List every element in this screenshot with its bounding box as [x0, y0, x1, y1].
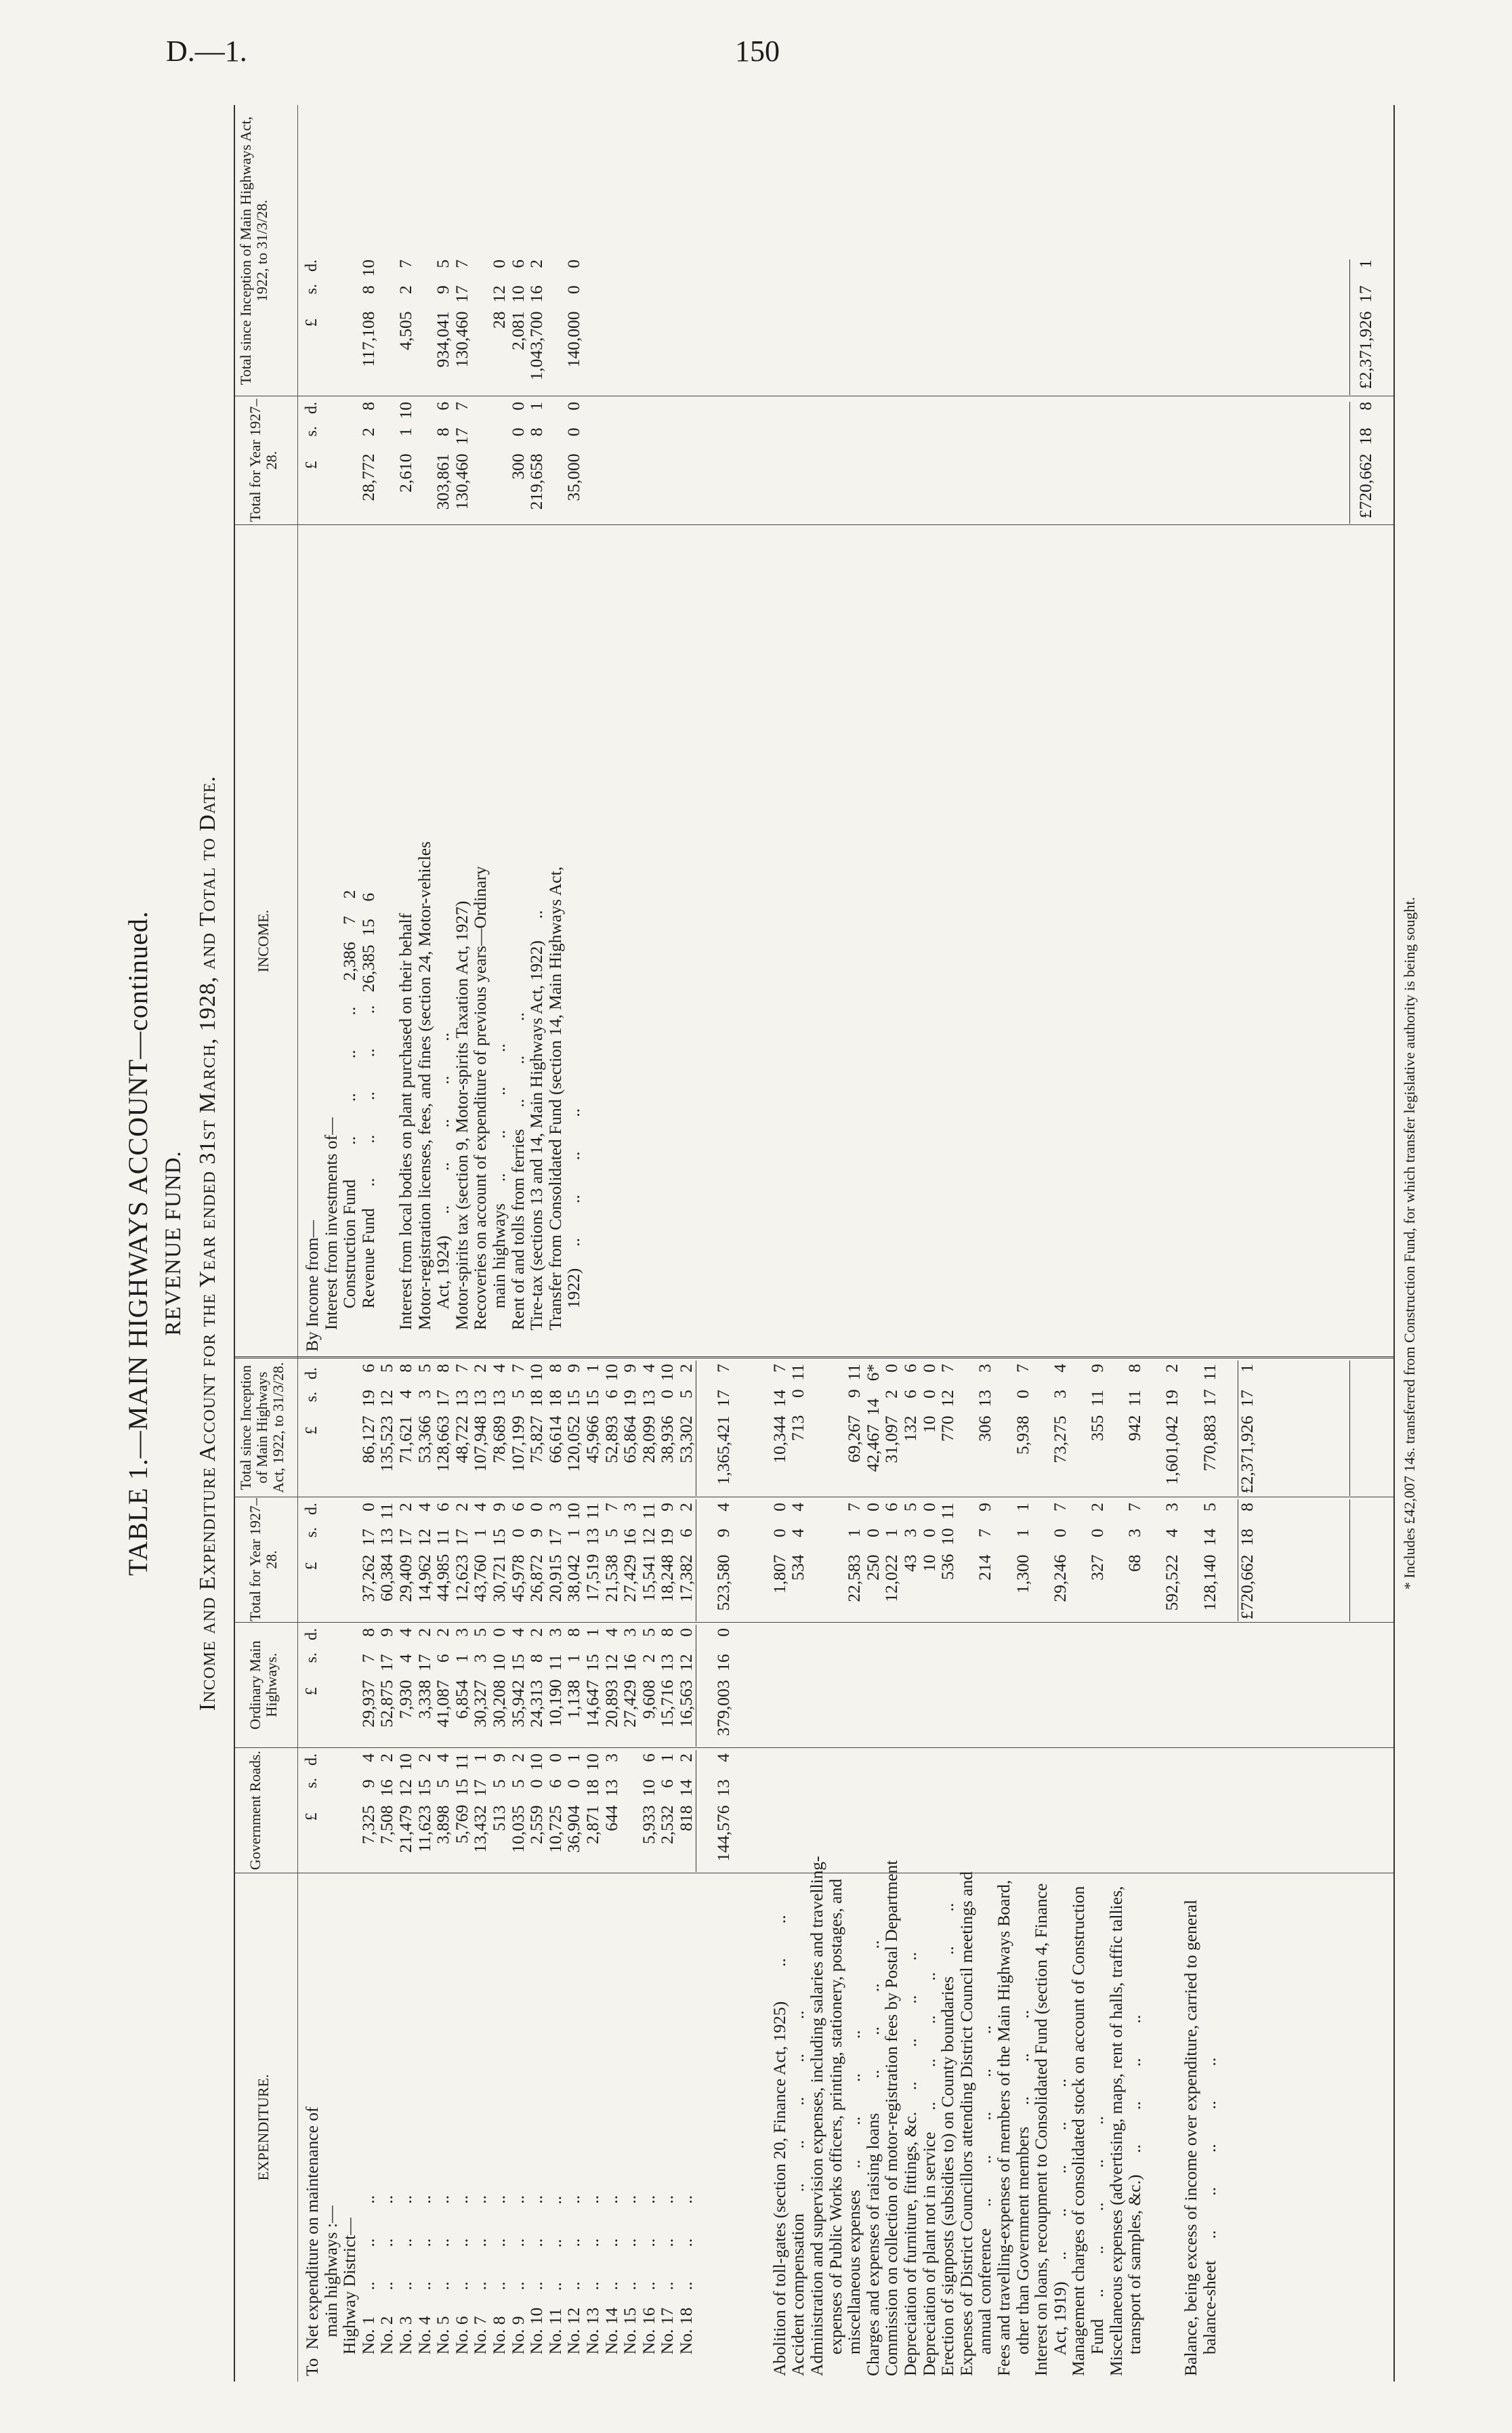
- year-exp-value: 29,409 17 2: [395, 1503, 415, 1602]
- year-exp-value: 29,246 0 7: [1049, 1503, 1070, 1602]
- lsd-inc-year: £ s. d.: [303, 402, 320, 470]
- exp-line: Expenses of District Councillors attending District Council meetings and: [956, 1871, 976, 2376]
- expenditure-header: EXPENDITURE.: [255, 2074, 272, 2181]
- exp-line: No. 14 .. .. ..: [601, 2195, 621, 2376]
- since-exp-value: 128,663 17 8: [433, 1364, 453, 1472]
- since-exp-value: [695, 1364, 714, 1496]
- gov-value: 2,871 18 10: [582, 1753, 602, 1844]
- income-items: [303, 532, 583, 1352]
- ordinary-values: [303, 1628, 733, 1747]
- gov-value: 13,432 17 1: [470, 1753, 490, 1853]
- exp-line: No. 5 .. .. ..: [433, 2195, 453, 2376]
- income-total-since-header: Total since Inception of Main Highways Act, 1922, to 31/3/28.: [237, 116, 270, 386]
- since-exp-value: [751, 1364, 770, 1496]
- year-exp-value: 44,985 11 6: [433, 1503, 453, 1602]
- income-line: Recoveries on account of expenditure of previous years—Ordinary: [470, 866, 490, 1352]
- ord-value: 35,942 15 4: [507, 1628, 528, 1728]
- gov-value: 644 13 3: [601, 1753, 621, 1831]
- year-exp-value: [1181, 1503, 1200, 1621]
- exp-line: [1144, 1875, 1163, 2376]
- page-reference: D.—1.: [166, 35, 247, 68]
- exp-line: Balance, being excess of income over expenditure, carried to general: [1180, 1899, 1200, 2376]
- since-inc-value: [303, 259, 322, 395]
- since-inc-value: 934,041 9 5: [433, 259, 453, 368]
- income-line: Act, 1924) .. .. .. .. ..: [433, 1032, 453, 1352]
- year-exp-value: [1069, 1503, 1088, 1621]
- exp-line: No. 18 .. .. ..: [675, 2195, 696, 2376]
- exp-line: No. 11 .. .. ..: [545, 2195, 565, 2376]
- lsd-inc-since: £ s. d.: [303, 259, 320, 327]
- ord-value: 9,608 2 5: [638, 1628, 658, 1719]
- gov-value: 7,508 16 2: [377, 1753, 397, 1844]
- since-exp-value: 42,467 14 6*: [862, 1364, 883, 1472]
- since-exp-value: [733, 1364, 752, 1496]
- year-exp-value: [826, 1503, 845, 1621]
- since-exp-value: 5,938 0 7: [1012, 1364, 1032, 1455]
- since-exp-value: 942 11 8: [1125, 1364, 1145, 1441]
- gov-value: 5,769 15 11: [451, 1753, 471, 1844]
- gov-value: 3,898 5 4: [433, 1753, 453, 1844]
- since-exp-value: 73,275 3 4: [1049, 1364, 1070, 1463]
- gov-value: 36,904 0 1: [564, 1753, 584, 1853]
- footnote: * Includes £42,007 14s. transferred from Construction Fund, for which transfer legislative authority is being sought.: [1401, 896, 1418, 1590]
- year-inc-value: 219,658 8 1: [526, 402, 547, 510]
- exp-line: No. 4 .. .. ..: [414, 2195, 434, 2376]
- year-exp-value: [957, 1503, 976, 1621]
- gov-value: 513 5 9: [488, 1753, 509, 1831]
- ord-value: 1,138 1 8: [564, 1628, 584, 1719]
- since-exp-value: 69,267 9 11: [844, 1364, 864, 1463]
- since-exp-value: 10 0 0: [919, 1364, 939, 1433]
- year-inc-value: 2,610 1 10: [395, 402, 415, 493]
- gov-value: 2,559 0 10: [526, 1753, 547, 1844]
- income-total-year-header: Total for Year 1927–28.: [247, 398, 280, 522]
- since-exp-value: 107,948 13 2: [470, 1364, 490, 1472]
- since-exp-value: 1,601,042 19 2: [1162, 1364, 1182, 1485]
- since-exp-value: 65,864 19 9: [620, 1364, 640, 1463]
- year-exp-value: £720,662 18 8: [1236, 1503, 1257, 1620]
- exp-line: Accident compensation .. .. .. .. ..: [788, 2010, 808, 2376]
- income-line: main highways .. .. .. ..: [488, 1043, 509, 1352]
- gov-value: [621, 1753, 639, 1872]
- ord-value: 27,429 16 3: [620, 1628, 640, 1728]
- ord-value: 20,893 12 4: [601, 1628, 621, 1728]
- exp-line: [733, 1875, 752, 2376]
- income-line: Interest from investments of—: [320, 1117, 341, 1352]
- page-number: 150: [735, 35, 780, 68]
- since-inc-value: 130,460 17 7: [451, 259, 471, 368]
- exp-line: [751, 1875, 770, 2376]
- year-exp-value: 1,807 0 0: [769, 1503, 789, 1594]
- lsd-ord: £ s. d.: [303, 1628, 320, 1696]
- gov-roads-header: Government Roads.: [247, 1751, 264, 1870]
- year-exp-value: [733, 1503, 752, 1621]
- since-exp-value: 355 11 9: [1087, 1364, 1107, 1441]
- exp-line: transport of samples, &c.) .. .. .. ..: [1125, 2014, 1145, 2376]
- since-exp-value: [1219, 1364, 1238, 1496]
- year-inc-value: 300 0 0: [507, 402, 528, 480]
- gov-value: 5,933 10 6: [638, 1753, 658, 1844]
- year-exp-value: 43,760 1 4: [470, 1503, 490, 1602]
- since-exp-value: [1032, 1364, 1051, 1496]
- ord-value: 379,003 16 0: [713, 1628, 734, 1737]
- since-inc-value: [415, 259, 434, 395]
- year-exp-value: 20,915 17 3: [545, 1503, 565, 1602]
- ord-value: 29,937 7 8: [358, 1628, 378, 1728]
- since-exp-value: 52,893 6 10: [601, 1364, 621, 1463]
- since-inc-value: [471, 259, 490, 395]
- since-exp-value: 48,722 13 7: [451, 1364, 471, 1463]
- year-exp-value: [1107, 1503, 1126, 1621]
- account-table: [234, 105, 1395, 2382]
- since-exp-value: 45,966 15 1: [582, 1364, 602, 1463]
- year-exp-value: 21,538 5 7: [601, 1503, 621, 1602]
- gov-value: [303, 1753, 322, 1872]
- year-exp-value: 14,962 12 4: [414, 1503, 434, 1602]
- exp-line: No. 3 .. .. ..: [395, 2195, 415, 2376]
- year-exp-value: [695, 1503, 714, 1621]
- since-exp-value: 75,827 18 10: [526, 1364, 547, 1463]
- exp-line: [695, 1875, 714, 2376]
- since-exp-value: 53,366 3 5: [414, 1364, 434, 1463]
- table-title: TABLE 1.—MAIN HIGHWAYS ACCOUNT—continued.: [123, 911, 153, 1576]
- year-inc-value: [471, 402, 490, 524]
- ord-value: 52,875 17 9: [377, 1628, 397, 1728]
- year-exp-value: 38,042 1 10: [564, 1503, 584, 1602]
- since-exp-value: [807, 1364, 826, 1496]
- year-exp-value: [751, 1503, 770, 1621]
- year-exp-value: [1032, 1503, 1051, 1621]
- year-exp-value: 250 0 0: [862, 1503, 883, 1581]
- since-inc-value: 4,505 2 7: [395, 259, 415, 350]
- total-year-values: [303, 1503, 1256, 1621]
- exp-line: No. 10 .. .. ..: [526, 2195, 547, 2376]
- ord-value: 6,854 1 3: [451, 1628, 471, 1719]
- exp-line: Commission on collection of motor-registration fees by Postal Department: [881, 1860, 902, 2376]
- exp-line: Depreciation of furniture, fittings, &c. .. .. .. ..: [900, 1951, 920, 2376]
- since-exp-value: [340, 1364, 359, 1496]
- exp-line: annual conference .. .. .. .. ..: [975, 2025, 995, 2376]
- exp-line: Depreciation of plant not in service .. .. .. ..: [919, 1972, 939, 2376]
- lsd-year: £ s. d.: [303, 1503, 320, 1571]
- gov-value: [340, 1753, 359, 1872]
- since-inc-value: 117,108 8 10: [358, 259, 378, 367]
- gov-value: [322, 1753, 341, 1872]
- exp-line: Interest on loans, recoupment to Consolidated Fund (section 4, Finance: [1031, 1883, 1051, 2376]
- year-exp-value: 43 3 5: [900, 1503, 920, 1572]
- income-line: Motor-spirits tax (section 9, Motor-spirits Taxation Act, 1927): [451, 900, 471, 1352]
- lsd-gov: £ s. d.: [303, 1753, 320, 1821]
- exp-line: expenses of Public Works officers, printing, stationery, postages, and: [825, 1878, 845, 2376]
- since-exp-value: £2,371,926 17 1: [1236, 1364, 1257, 1494]
- since-inc-value: 28 12 0: [488, 259, 509, 329]
- exp-line: miscellaneous expenses .. .. .. ..: [844, 2030, 864, 2376]
- ordinary-header: Ordinary Main Highways.: [247, 1640, 280, 1730]
- year-exp-value: [340, 1503, 359, 1621]
- year-exp-value: 523,580 9 4: [713, 1503, 734, 1611]
- exp-line: No. 7 .. .. ..: [470, 2195, 490, 2376]
- ord-value: 7,930 4 4: [395, 1628, 415, 1719]
- income-line: Tire-tax (sections 13 and 14, Main Highways Act, 1922) ..: [526, 910, 547, 1352]
- gov-value: 10,725 6 0: [545, 1753, 565, 1853]
- exp-line: main highways :—: [320, 2205, 341, 2376]
- since-exp-value: [826, 1364, 845, 1496]
- year-exp-value: 214 7 9: [975, 1503, 995, 1581]
- exp-line: other than Government members .. .. ..: [1012, 2010, 1032, 2376]
- income-line: Interest from local bodies on plant purchased on their behalf: [395, 913, 415, 1352]
- income-line: 1922) .. .. .. ..: [564, 1108, 584, 1352]
- gov-value: 11,623 15 2: [414, 1753, 434, 1852]
- ord-value: 24,313 8 2: [526, 1628, 547, 1728]
- exp-line: [714, 1875, 733, 2376]
- ord-value: [322, 1628, 341, 1747]
- exp-line: Charges and expenses of raising loans .. .. .. ..: [862, 1940, 883, 2376]
- year-exp-value: 17,519 13 11: [582, 1503, 602, 1602]
- exp-line: Miscellaneous expenses (advertising, maps, rent of halls, traffic tallies,: [1106, 1886, 1126, 2376]
- gov-value: [695, 1753, 714, 1872]
- rotated-table-page: [122, 105, 1429, 2382]
- ord-value: 41,087 6 2: [433, 1628, 453, 1728]
- year-inc-value: [340, 402, 359, 524]
- exp-line: No. 16 .. .. ..: [638, 2195, 658, 2376]
- exp-line: No. 9 .. .. ..: [507, 2195, 528, 2376]
- year-exp-value: 30,721 15 9: [488, 1503, 509, 1602]
- since-exp-value: [303, 1364, 322, 1496]
- since-exp-value: [1144, 1364, 1163, 1496]
- since-inc-value: [340, 259, 359, 395]
- year-inc-value: [377, 402, 396, 524]
- exp-line: No. 8 .. .. ..: [488, 2195, 509, 2376]
- year-exp-value: [994, 1503, 1013, 1621]
- since-exp-value: [1069, 1364, 1088, 1496]
- exp-line: Highway District—: [339, 2218, 360, 2376]
- since-exp-value: 770,883 17 11: [1199, 1364, 1219, 1472]
- year-exp-value: 592,522 4 3: [1162, 1503, 1182, 1611]
- since-exp-value: [1181, 1364, 1200, 1496]
- gov-roads-values: [303, 1753, 733, 1872]
- ord-value: 30,327 3 5: [470, 1628, 490, 1728]
- ord-value: 16,563 12 0: [675, 1628, 696, 1728]
- exp-line: To Net expenditure on maintenance of: [302, 2106, 322, 2376]
- income-line: [377, 532, 396, 1352]
- income-since-values: [303, 259, 583, 395]
- since-exp-value: 10,344 14 7: [769, 1364, 789, 1463]
- since-exp-value: 66,614 18 8: [545, 1364, 565, 1463]
- exp-line: Abolition of toll-gates (section 20, Finance Act, 1925) .. ..: [769, 1915, 789, 2376]
- since-exp-value: 132 6 6: [900, 1364, 920, 1442]
- total-since-header: Total since Inception of Main Highways Act, 1922, to 31/3/28.: [237, 1362, 287, 1493]
- year-exp-value: 128,140 14 5: [1199, 1503, 1219, 1611]
- year-exp-value: 10 0 0: [919, 1503, 939, 1572]
- exp-line: No. 12 .. .. ..: [564, 2195, 584, 2376]
- income-line: Rent of and tolls from ferries .. .. ..: [507, 1012, 528, 1352]
- total-since-values: [303, 1364, 1256, 1496]
- exp-line: Fund .. .. .. .. ..: [1087, 2116, 1107, 2376]
- year-exp-value: 12,623 17 2: [451, 1503, 471, 1602]
- year-exp-value: 60,384 13 11: [377, 1503, 397, 1602]
- income-year-total: £720,662 18 8: [1356, 402, 1375, 519]
- since-inc-value: [322, 259, 341, 395]
- since-exp-value: 1,365,421 17 7: [713, 1364, 734, 1485]
- income-since-total: £2,371,926 17 1: [1356, 259, 1375, 390]
- lsd-since: £ s. d.: [303, 1367, 320, 1435]
- year-exp-value: [303, 1503, 322, 1621]
- year-exp-value: [322, 1503, 341, 1621]
- gov-value: 818 14 2: [675, 1753, 696, 1831]
- since-exp-value: 306 13 3: [975, 1364, 995, 1442]
- since-exp-value: 78,689 13 4: [488, 1364, 509, 1463]
- income-header: INCOME.: [255, 909, 272, 973]
- year-exp-value: 327 0 2: [1087, 1503, 1107, 1581]
- year-inc-value: 130,460 17 7: [451, 402, 471, 510]
- since-exp-value: 713 0 11: [788, 1364, 808, 1441]
- year-exp-value: [807, 1503, 826, 1621]
- year-inc-value: 303,861 8 6: [433, 402, 453, 510]
- since-inc-value: 1,043,700 16 2: [526, 259, 547, 381]
- exp-line: Management charges of consolidated stock on account of Construction: [1068, 1886, 1089, 2376]
- year-inc-value: [490, 402, 509, 524]
- income-line: Revenue Fund .. .. .. .. .. 26,385 15 6: [358, 892, 378, 1352]
- since-exp-value: 770 12 7: [938, 1364, 958, 1442]
- year-exp-value: 534 4 4: [788, 1503, 808, 1581]
- since-exp-value: [322, 1364, 341, 1496]
- ord-value: 14,647 15 1: [582, 1628, 602, 1728]
- since-inc-value: 140,000 0 0: [564, 259, 584, 368]
- year-exp-value: 27,429 16 3: [620, 1503, 640, 1602]
- gov-value: 2,532 6 1: [657, 1753, 677, 1844]
- exp-line: No. 1 .. .. ..: [358, 2195, 378, 2376]
- income-line: Construction Fund .. .. .. .. 2,386 7 2: [339, 890, 360, 1352]
- ord-value: [695, 1628, 714, 1747]
- ord-value: [303, 1628, 322, 1747]
- since-exp-value: 135,523 12 5: [377, 1364, 397, 1472]
- income-line: Motor-registration licenses, fees, and fines (section 24, Motor-vehicles: [414, 841, 434, 1352]
- ord-value: 3,338 17 2: [414, 1628, 434, 1719]
- expenditure-items: [302, 1856, 1219, 2376]
- since-exp-value: [1107, 1364, 1126, 1496]
- year-exp-value: 1,300 1 1: [1012, 1503, 1032, 1594]
- year-inc-value: 35,000 0 0: [564, 402, 584, 501]
- since-exp-value: 31,097 2 0: [881, 1364, 902, 1463]
- ord-value: 10,190 11 3: [545, 1628, 565, 1727]
- year-exp-value: 536 10 11: [938, 1503, 958, 1580]
- year-exp-value: 22,583 1 7: [844, 1503, 864, 1602]
- ord-value: [340, 1628, 359, 1747]
- account-title: Income and Expenditure Account for the Year ended 31st March, 1928, and Total to Date.: [195, 775, 220, 1711]
- year-inc-value: [546, 402, 565, 524]
- income-line: Transfer from Consolidated Fund (section 14, Main Highways Act,: [545, 866, 565, 1352]
- ord-value: 15,716 13 8: [657, 1628, 677, 1728]
- exp-line: Fees and travelling-expenses of members of the Main Highways Board,: [993, 1879, 1013, 2376]
- exp-line: Act, 1919) .. .. .. .. ..: [1049, 2078, 1070, 2376]
- year-inc-value: [415, 402, 434, 524]
- since-exp-value: 107,199 5 7: [507, 1364, 528, 1472]
- since-inc-value: [546, 259, 565, 395]
- exp-line: No. 17 .. .. ..: [657, 2195, 677, 2376]
- year-exp-value: 18,248 19 9: [657, 1503, 677, 1602]
- year-exp-value: 12,022 1 6: [881, 1503, 902, 1602]
- exp-line: No. 2 .. .. ..: [377, 2195, 397, 2376]
- total-year-header: Total for Year 1927–28.: [247, 1498, 280, 1621]
- since-inc-value: 2,081 10 6: [507, 259, 528, 350]
- since-exp-value: 38,936 0 10: [657, 1364, 677, 1463]
- year-inc-value: 28,772 2 8: [358, 402, 378, 501]
- since-exp-value: 86,127 19 6: [358, 1364, 378, 1463]
- exp-line: Erection of signposts (subsidies to) on County boundaries .. ..: [938, 1902, 958, 2376]
- exp-line: Administration and supervision expenses, including salaries and travelling-: [807, 1856, 827, 2376]
- exp-line: [1162, 1875, 1181, 2376]
- ord-value: 30,208 10 0: [488, 1628, 509, 1728]
- year-exp-value: 45,978 0 6: [507, 1503, 528, 1602]
- since-inc-value: [377, 259, 396, 395]
- year-exp-value: [1219, 1503, 1238, 1621]
- year-inc-value: [322, 402, 341, 524]
- gov-value: 144,576 13 4: [713, 1753, 734, 1862]
- year-inc-value: [303, 402, 322, 524]
- year-exp-value: [1144, 1503, 1163, 1621]
- year-exp-value: 15,541 12 11: [638, 1503, 658, 1602]
- exp-line: No. 13 .. .. ..: [582, 2195, 602, 2376]
- since-exp-value: 28,099 13 4: [638, 1364, 658, 1463]
- income-line: By Income from—: [302, 1220, 322, 1352]
- exp-line: No. 15 .. .. ..: [620, 2195, 640, 2376]
- income-year-values: [303, 402, 583, 524]
- since-exp-value: [957, 1364, 976, 1496]
- gov-value: 7,325 9 4: [358, 1753, 378, 1844]
- since-exp-value: [994, 1364, 1013, 1496]
- year-exp-value: 37,262 17 0: [358, 1503, 378, 1602]
- since-exp-value: 53,302 5 2: [675, 1364, 696, 1463]
- exp-line: No. 6 .. .. ..: [451, 2195, 471, 2376]
- gov-value: 10,035 5 2: [507, 1753, 528, 1853]
- exp-line: balance-sheet .. .. .. .. ..: [1199, 2057, 1219, 2376]
- year-exp-value: 26,872 9 0: [526, 1503, 547, 1602]
- since-exp-value: 120,052 15 9: [564, 1364, 584, 1472]
- fund-title: REVENUE FUND.: [161, 1150, 186, 1336]
- since-exp-value: 71,621 4 8: [395, 1364, 415, 1463]
- gov-value: 21,479 12 10: [395, 1753, 415, 1853]
- year-exp-value: 68 3 7: [1125, 1503, 1145, 1572]
- year-exp-value: 17,382 6 2: [675, 1503, 696, 1602]
